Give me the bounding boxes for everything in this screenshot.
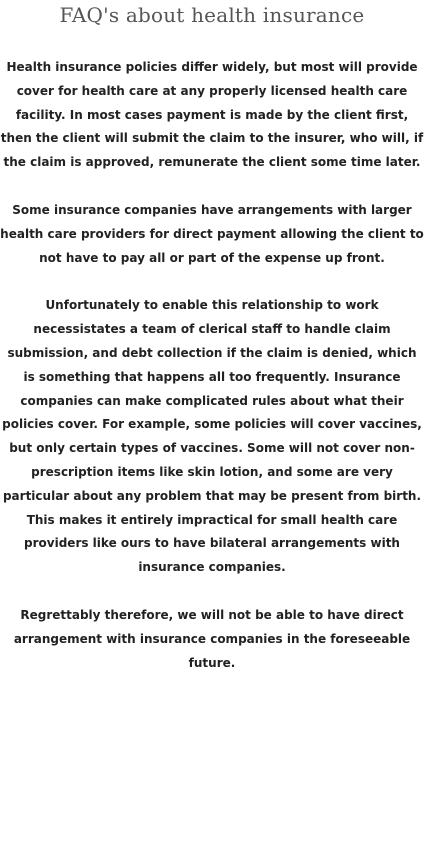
paragraph-conclusion: Regrettably therefore, we will not be able to have direct arrangement with insurance companies in the foreseeable future. bbox=[13, 607, 411, 670]
paragraph-direct-payment: Some insurance companies have arrangements with larger health care providers for direct payment allowing the client to not have to pay all or part of the expense up front. bbox=[0, 202, 424, 265]
faq-content bbox=[0, 56, 424, 675]
paragraph-complications: Unfortunately to enable this relationship to work necessistates a team of clerical staff to handle claim submission, and debt collection if the claim is denied, which is something that happens all too frequently. Insurance companies can make complicated rules about what their policies cover. For example, some policies will cover vaccines, but only certain types of vaccines. Some will not cover non-prescription items like skin lotion, and some are very particular about any problem that may be present from birth. This makes it entirely impractical for small health care providers like ours to have bilateral arrangements with insurance companies. bbox=[2, 298, 422, 575]
page-title: FAQ's about health insurance bbox=[59, 3, 365, 27]
paragraph-payment-process: Health insurance policies differ widely, but most will provide cover for health care at any properly licensed health care facility. In most cases payment is made by the client first, then the client will submit the claim to the insurer, who will, if the claim is approved, remunerate the client some time later. bbox=[0, 60, 424, 170]
